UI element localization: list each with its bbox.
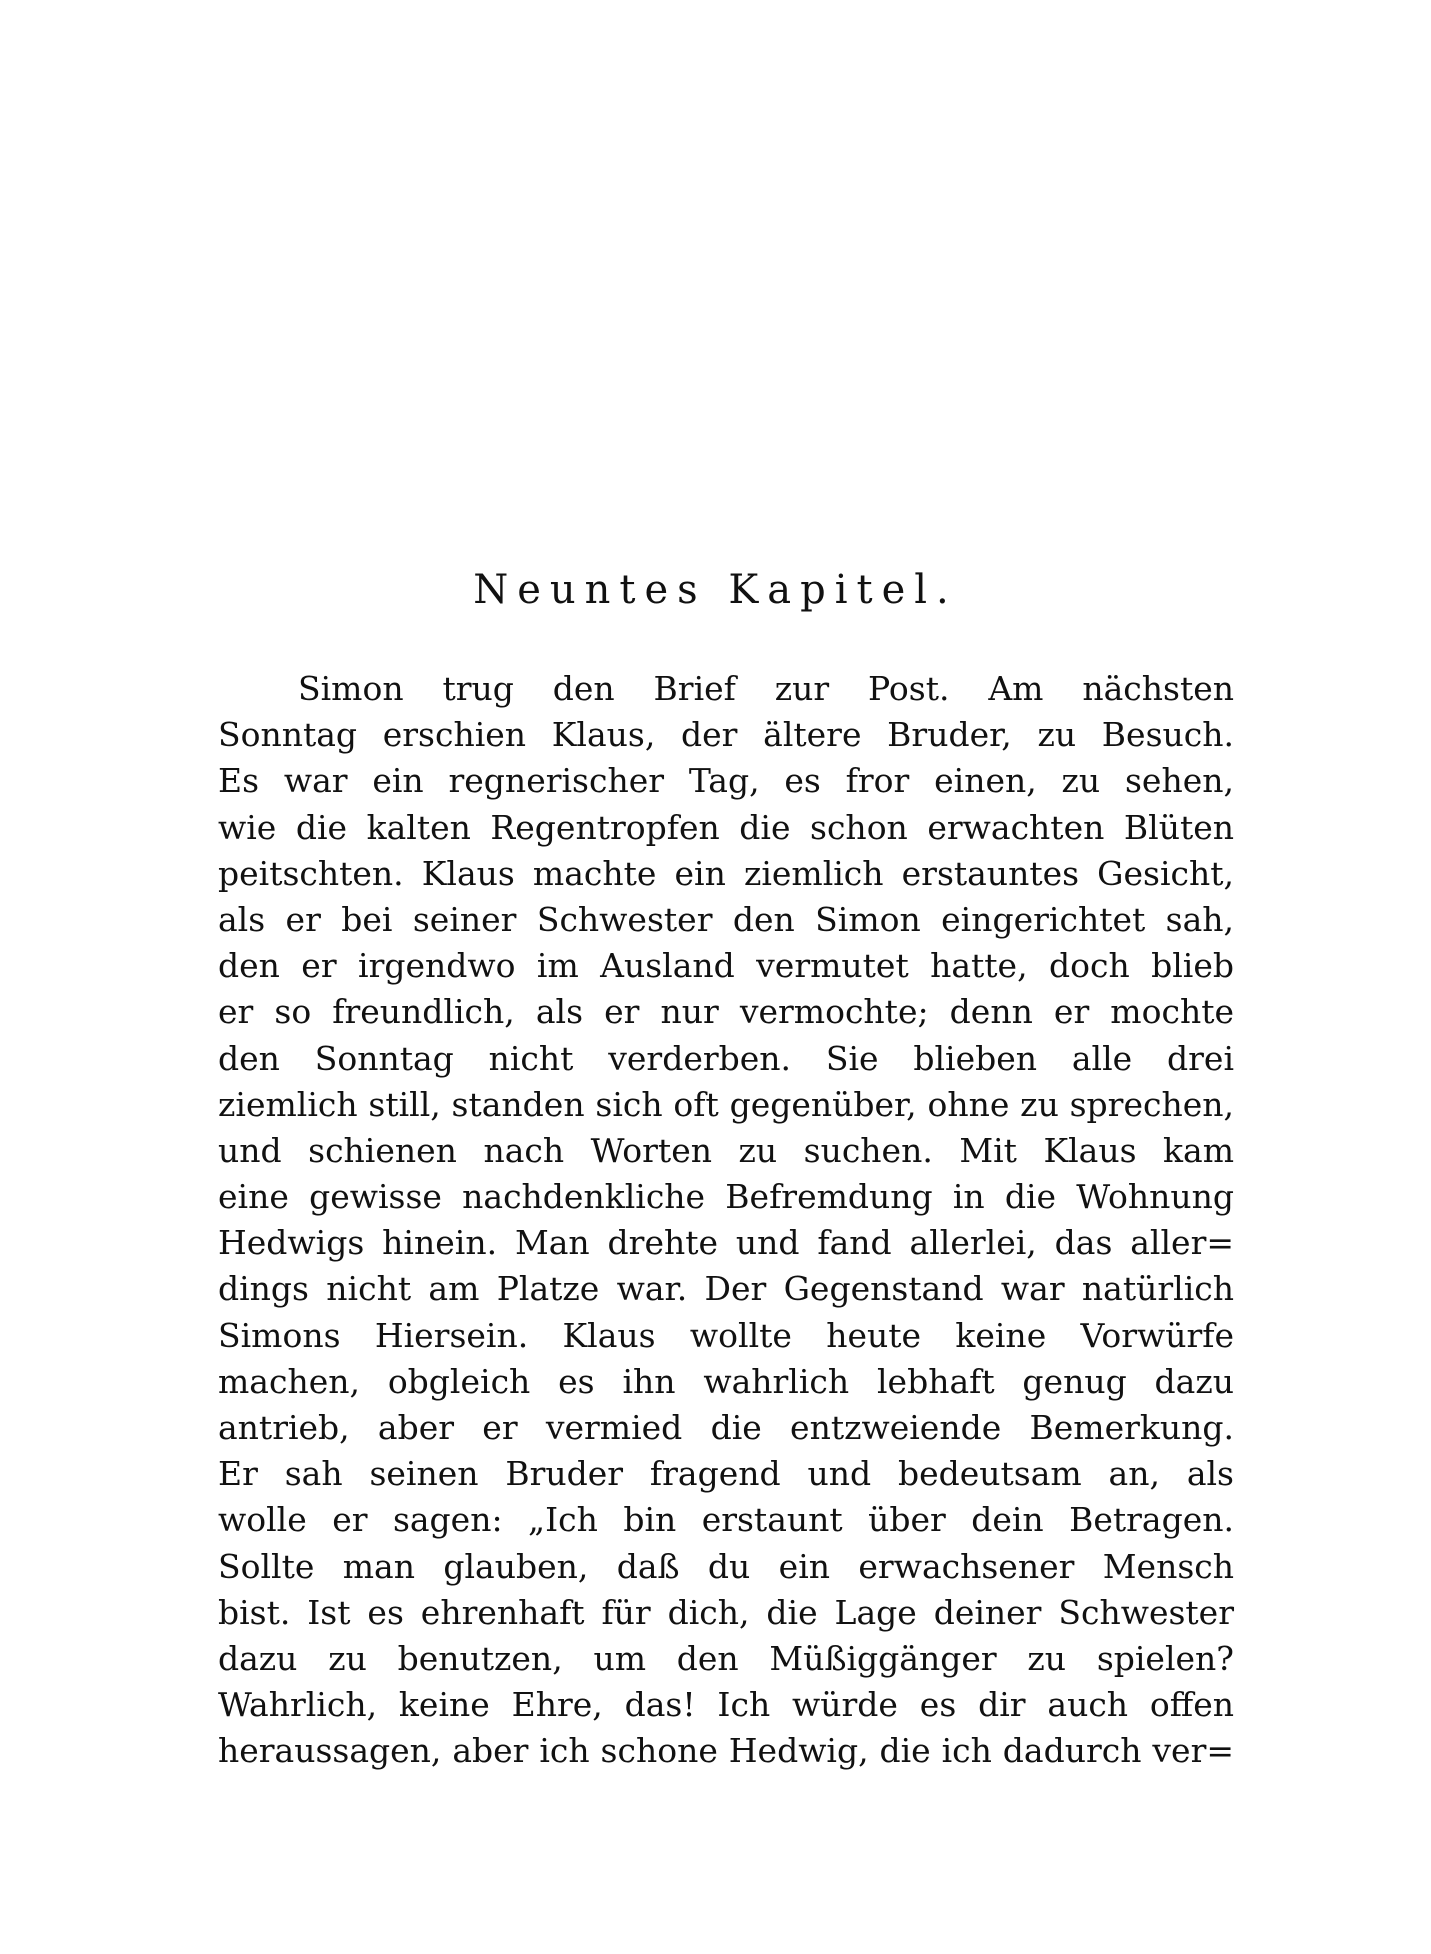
text-line: eine gewisse nachdenkliche Befremdung in die Wohnung	[218, 1177, 1234, 1217]
text-line: Es war ein regnerischer Tag, es fror einen, zu sehen,	[218, 761, 1234, 801]
text-line: Sonntag erschien Klaus, der ältere Bruder, zu Besuch.	[218, 715, 1234, 755]
text-line: antrieb, aber er vermied die entzweiende Bemerkung.	[218, 1408, 1234, 1447]
text-line: und schienen nach Worten zu suchen. Mit Klaus kam	[218, 1130, 1234, 1170]
text-line: er so freundlich, als er nur vermochte; denn er mochte	[218, 992, 1234, 1032]
text-line: als er bei seiner Schwester den Simon eingerichtet sah,	[218, 899, 1234, 939]
text-line: wolle er sagen: „Ich bin erstaunt über dein Betragen.	[218, 1500, 1234, 1540]
text-line: ziemlich still, standen sich oft gegenüber, ohne zu sprechen,	[218, 1084, 1234, 1124]
text-line: Simons Hiersein. Klaus wollte heute keine Vorwürfe	[218, 1315, 1234, 1355]
body-text	[218, 666, 1234, 1775]
text-line: den er irgendwo im Ausland vermutet hatte, doch blieb	[218, 946, 1234, 986]
text-line: wie die kalten Regentropfen die schon erwachten Blüten	[218, 807, 1234, 847]
text-line: dings nicht am Platze war. Der Gegenstand war natürlich	[218, 1269, 1234, 1309]
text-line: den Sonntag nicht verderben. Sie blieben alle drei	[218, 1038, 1234, 1078]
text-line: heraussagen, aber ich schone Hedwig, die ich dadurch ver=	[218, 1731, 1234, 1771]
text-line: bist. Ist es ehrenhaft für dich, die Lage deiner Schwester	[218, 1592, 1234, 1632]
chapter-title: Neuntes Kapitel.	[473, 567, 958, 613]
text-line: Sollte man glauben, daß du ein erwachsener Mensch	[218, 1546, 1234, 1586]
text-line: Er sah seinen Bruder fragend und bedeutsam an, als	[218, 1454, 1234, 1494]
text-line: Wahrlich, keine Ehre, das! Ich würde es dir auch offen	[218, 1685, 1234, 1725]
text-line: dazu zu benutzen, um den Müßiggänger zu spielen?	[218, 1638, 1234, 1678]
text-line: machen, obgleich es ihn wahrlich lebhaft genug dazu	[218, 1361, 1234, 1401]
text-line: Simon trug den Brief zur Post. Am nächsten	[298, 669, 1234, 708]
text-line: peitschten. Klaus machte ein ziemlich erstauntes Gesicht,	[218, 853, 1234, 893]
text-line: Hedwigs hinein. Man drehte und fand allerlei, das aller=	[218, 1223, 1234, 1263]
